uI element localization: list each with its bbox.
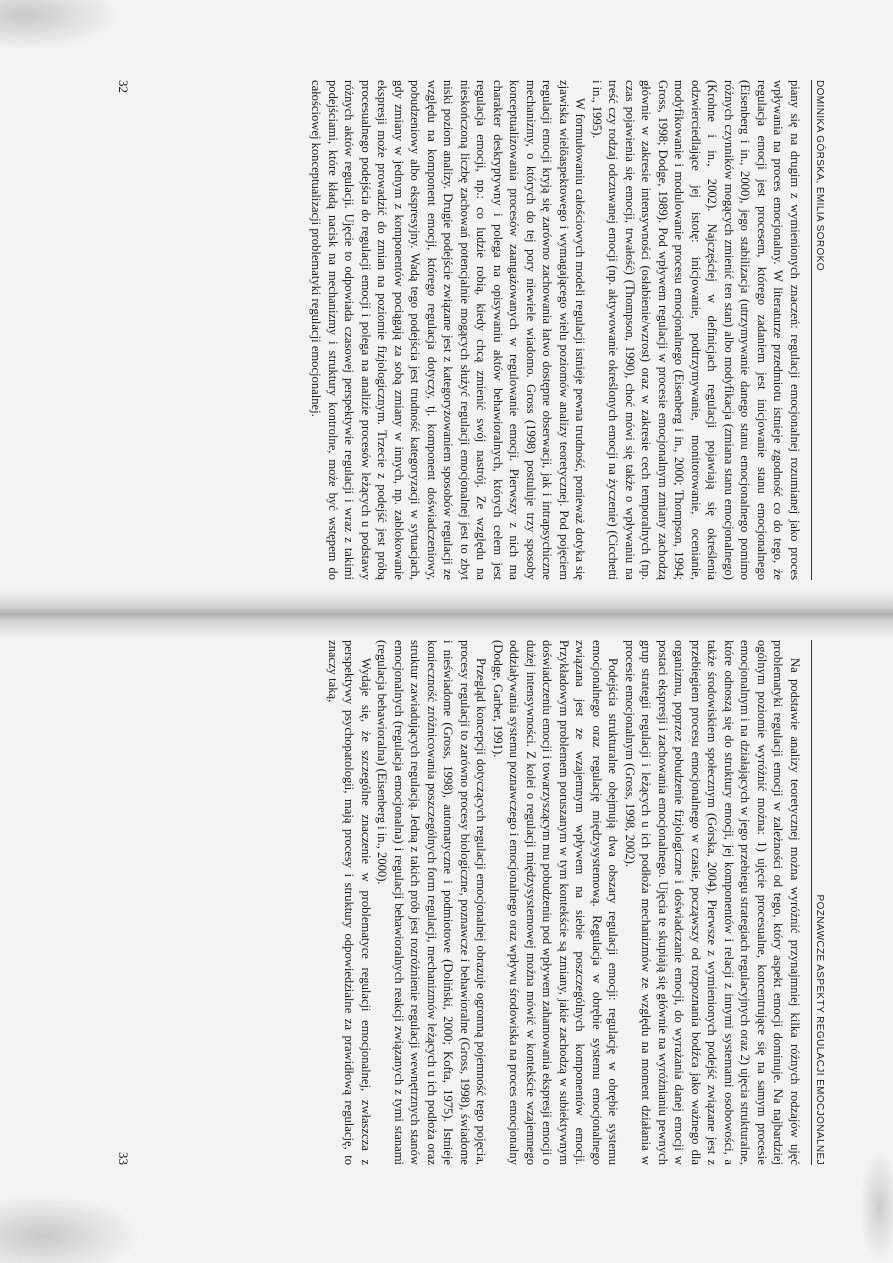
scan-noise (0, 0, 120, 50)
paragraph: piany się na drugim z wymienionych znaczeń: regulacji emocjonalnej rozumianej jako proces wpływania na proces emocjonalny. W literaturze przedmiotu istnieje zgodność co do tego, że regulacja emocji jest procesem, którego zadaniem jest inicjowanie stanu emocjonalnego (Eisenberg i in., 2000), jego stabilizacja (utrzymywanie danego stanu emocjonalnego pomimo różnych czynników mogących zmienić ten stan) albo modyfikacja (zmiana stanu emocjonalnego) (Krohne i in., 2002). Najczęściej w definicjach regulacji pojawiają się określenia odzwierciedlające jej istotę: inicjowanie, podtrzymywanie, monitorowanie, ocenianie, modyfikowanie i modulowanie procesu emocjonalnego (Eisenberg i in., 2000; Thompson, 1994; Gross, 1998; Dodge, 1989). Pod wpływem regulacji w procesie emocjonalnym zmiany zachodzą głównie w zakresie intensywności (osłabienie/wzrost) oraz w zakresie cech temporalnych (np. czas pojawienia się emocji, trwałość) (Thompson, 1990), choć mówi się także o wpływaniu na treść czy rodzaj odczuwanej emocji (np. aktywowanie określonych emocji na życzenie) (Cicchetti i in., 1995). (590, 80, 802, 580)
paragraph: Na podstawie analizy teoretycznej można wyróżnić przynajmniej kilka różnych rodzajów ujęć problematyki regulacji emocji w zależności od tego, który aspekt emocji dominuje. Na najbardziej ogólnym poziomie wyróżnić można: 1) ujęcie procesualne, koncentrujące się na samym procesie emocjonalnym i na działających w jego przebiegu strategiach regulacyjnych oraz 2) ujęcia strukturalne, które odnoszą się do struktury emocji, jej komponentów i relacji z innymi systemami osobowości, a także środowiskiem społecznym (Górska, 2004). Pierwsze z wymienionych podejść związane jest z przebiegiem procesu emocjonalnego w czasie, począwszy od rozpoznania bodźca jako ważnego dla organizmu, poprzez pobudzenie fizjologiczne i doświadczanie emocji, do wyrażania danej emocji w postaci ekspresji i zachowania emocjonalnego. Ujęcia te skupiają się głównie na wyróżnianiu pewnych grup strategii regulacji i leżących u ich podłoża mechanizmów ze względu na moment działania w procesie emocjonalnym (Gross, 1998, 2002). (623, 640, 802, 1165)
scan-noise (0, 1195, 140, 1263)
paragraph: Wydaje się, że szczególne znaczenie w problematyce regulacji emocjonalnej, zwłaszcza z perspektywy psychopatologii, mają procesy i struktury odpowiedzialne za prawidłową regulację, to znaczy taką, (326, 640, 373, 1165)
book-gutter-shadow (0, 590, 893, 638)
scan-noise (860, 1150, 893, 1263)
page-32 (105, 80, 825, 580)
running-head-authors: DOMINIKA GÓRSKA, EMILIA SOROKO (811, 80, 825, 580)
page-number: 32 (116, 80, 131, 93)
page-33-body (325, 640, 804, 1165)
page-number: 33 (116, 1152, 131, 1165)
running-head-title: POZNAWCZE ASPEKTY REGULACJI EMOCJONALNEJ (811, 640, 825, 1165)
paragraph: Podejścia strukturalne obejmują dwa obszary regulacji emocji: regulację w obrębie systemu emocjonalnego oraz regulację międzysystemową. Regulacja w obrębie systemu emocjonalnego związana jest ze wzajemnym wpływem na siebie poszczególnych komponentów emocji. Przykładowym problemem poruszanym w tym kontekście są zmiany, jakie zachodzą w subiektywnym doświadczeniu emocji i towarzyszącym mu pobudzeniu pod wpływem zahamowania ekspresji emocji o dużej intensywności. Z kolei o regulacji międzysystemowej można mówić w kontekście wzajemnego oddziaływania systemu poznawczego i emocjonalnego oraz wpływu środowiska na proces emocjonalny (Dodge, Garber, 1991). (491, 640, 621, 1165)
page-33 (105, 640, 825, 1165)
paragraph: W formułowaniu całościowych modeli regulacji istnieje pewna trudność, ponieważ dotyka się zjawiska wielöaspektowego i wymagającego wielu poziomów analizy teoretycznej. Pod pojęciem regulacji emocji kryją się zarówno zachowania łatwo dostępne obserwacji, jak i intrapsychiczne mechanizmy, o których do tej pory niewiele wiadomo. Gross (1998) postuluje trzy sposoby konceptualizowania procesów zaangażowanych w regulowanie emocji. Pierwszy z nich ma charakter deskryptywny i polega na opisywaniu aktów behawioralnych, których celem jest regulacja emocji, np.: co ludzie robią, kiedy chcą zmienić swój nastrój. Ze względu na nieskończoną liczbę zachowań potencjalnie mogących służyć regulacji emocjonalnej jest to zbyt niski poziom analizy. Drugie podejście związane jest z kategoryzowaniem sposobów regulacji ze względu na komponent emocji, którego regulacja dotyczy, tj. komponent doświadczeniowy, pobudzeniowy albo ekspresyjny. Wadą tego podejścia jest trudność kategoryzacji w sytuacjach, gdy zmiany w jednym z komponentów pociągają za sobą zmiany w innych, np. zablokowanie ekspresji może prowadzić do zmian na poziomie fizjologicznym. Trzecie z podejść jest próbą procesualnego podejścia do regulacji emocji i polega na analizie procesów leżących u podstawy różnych aktów regulacji. Ujęcie to odpowiada czasowej perspektywie regulacji i wraz z takimi podejściami, które kładą nacisk na mechanizmy i struktury kontrolne, może być wstępem do całościowej konceptualizacji problematyki regulacji emocjonalnej. (309, 80, 588, 580)
page-32-body (308, 80, 803, 580)
paragraph: Przegląd koncepcji dotyczących regulacji emocjonalnej obrazuje ogromną pojemność tego pojęcia, procesy regulacji to zarówno procesy biologiczne, poznawcze i behawioralne (Gross, 1998), świadome i nieświadome (Gross, 1998), automatyczne i podmiotowe (Doliński, 2000; Kofta, 1975). Istnieje konieczność zróżnicowania poszczególnych form regulacji, mechanizmów leżących u ich podłoża oraz struktur zawiadujących regulacją. Jedną z takich prób jest rozróżnienie regulacji wewnętrznych stanów emocjonalnych (regulacja emocjonalna) i regulacji behawioralnych reakcji związanych z tymi stanami (regulacja behawioralna) (Eisenberg i in., 2000). (375, 640, 489, 1165)
